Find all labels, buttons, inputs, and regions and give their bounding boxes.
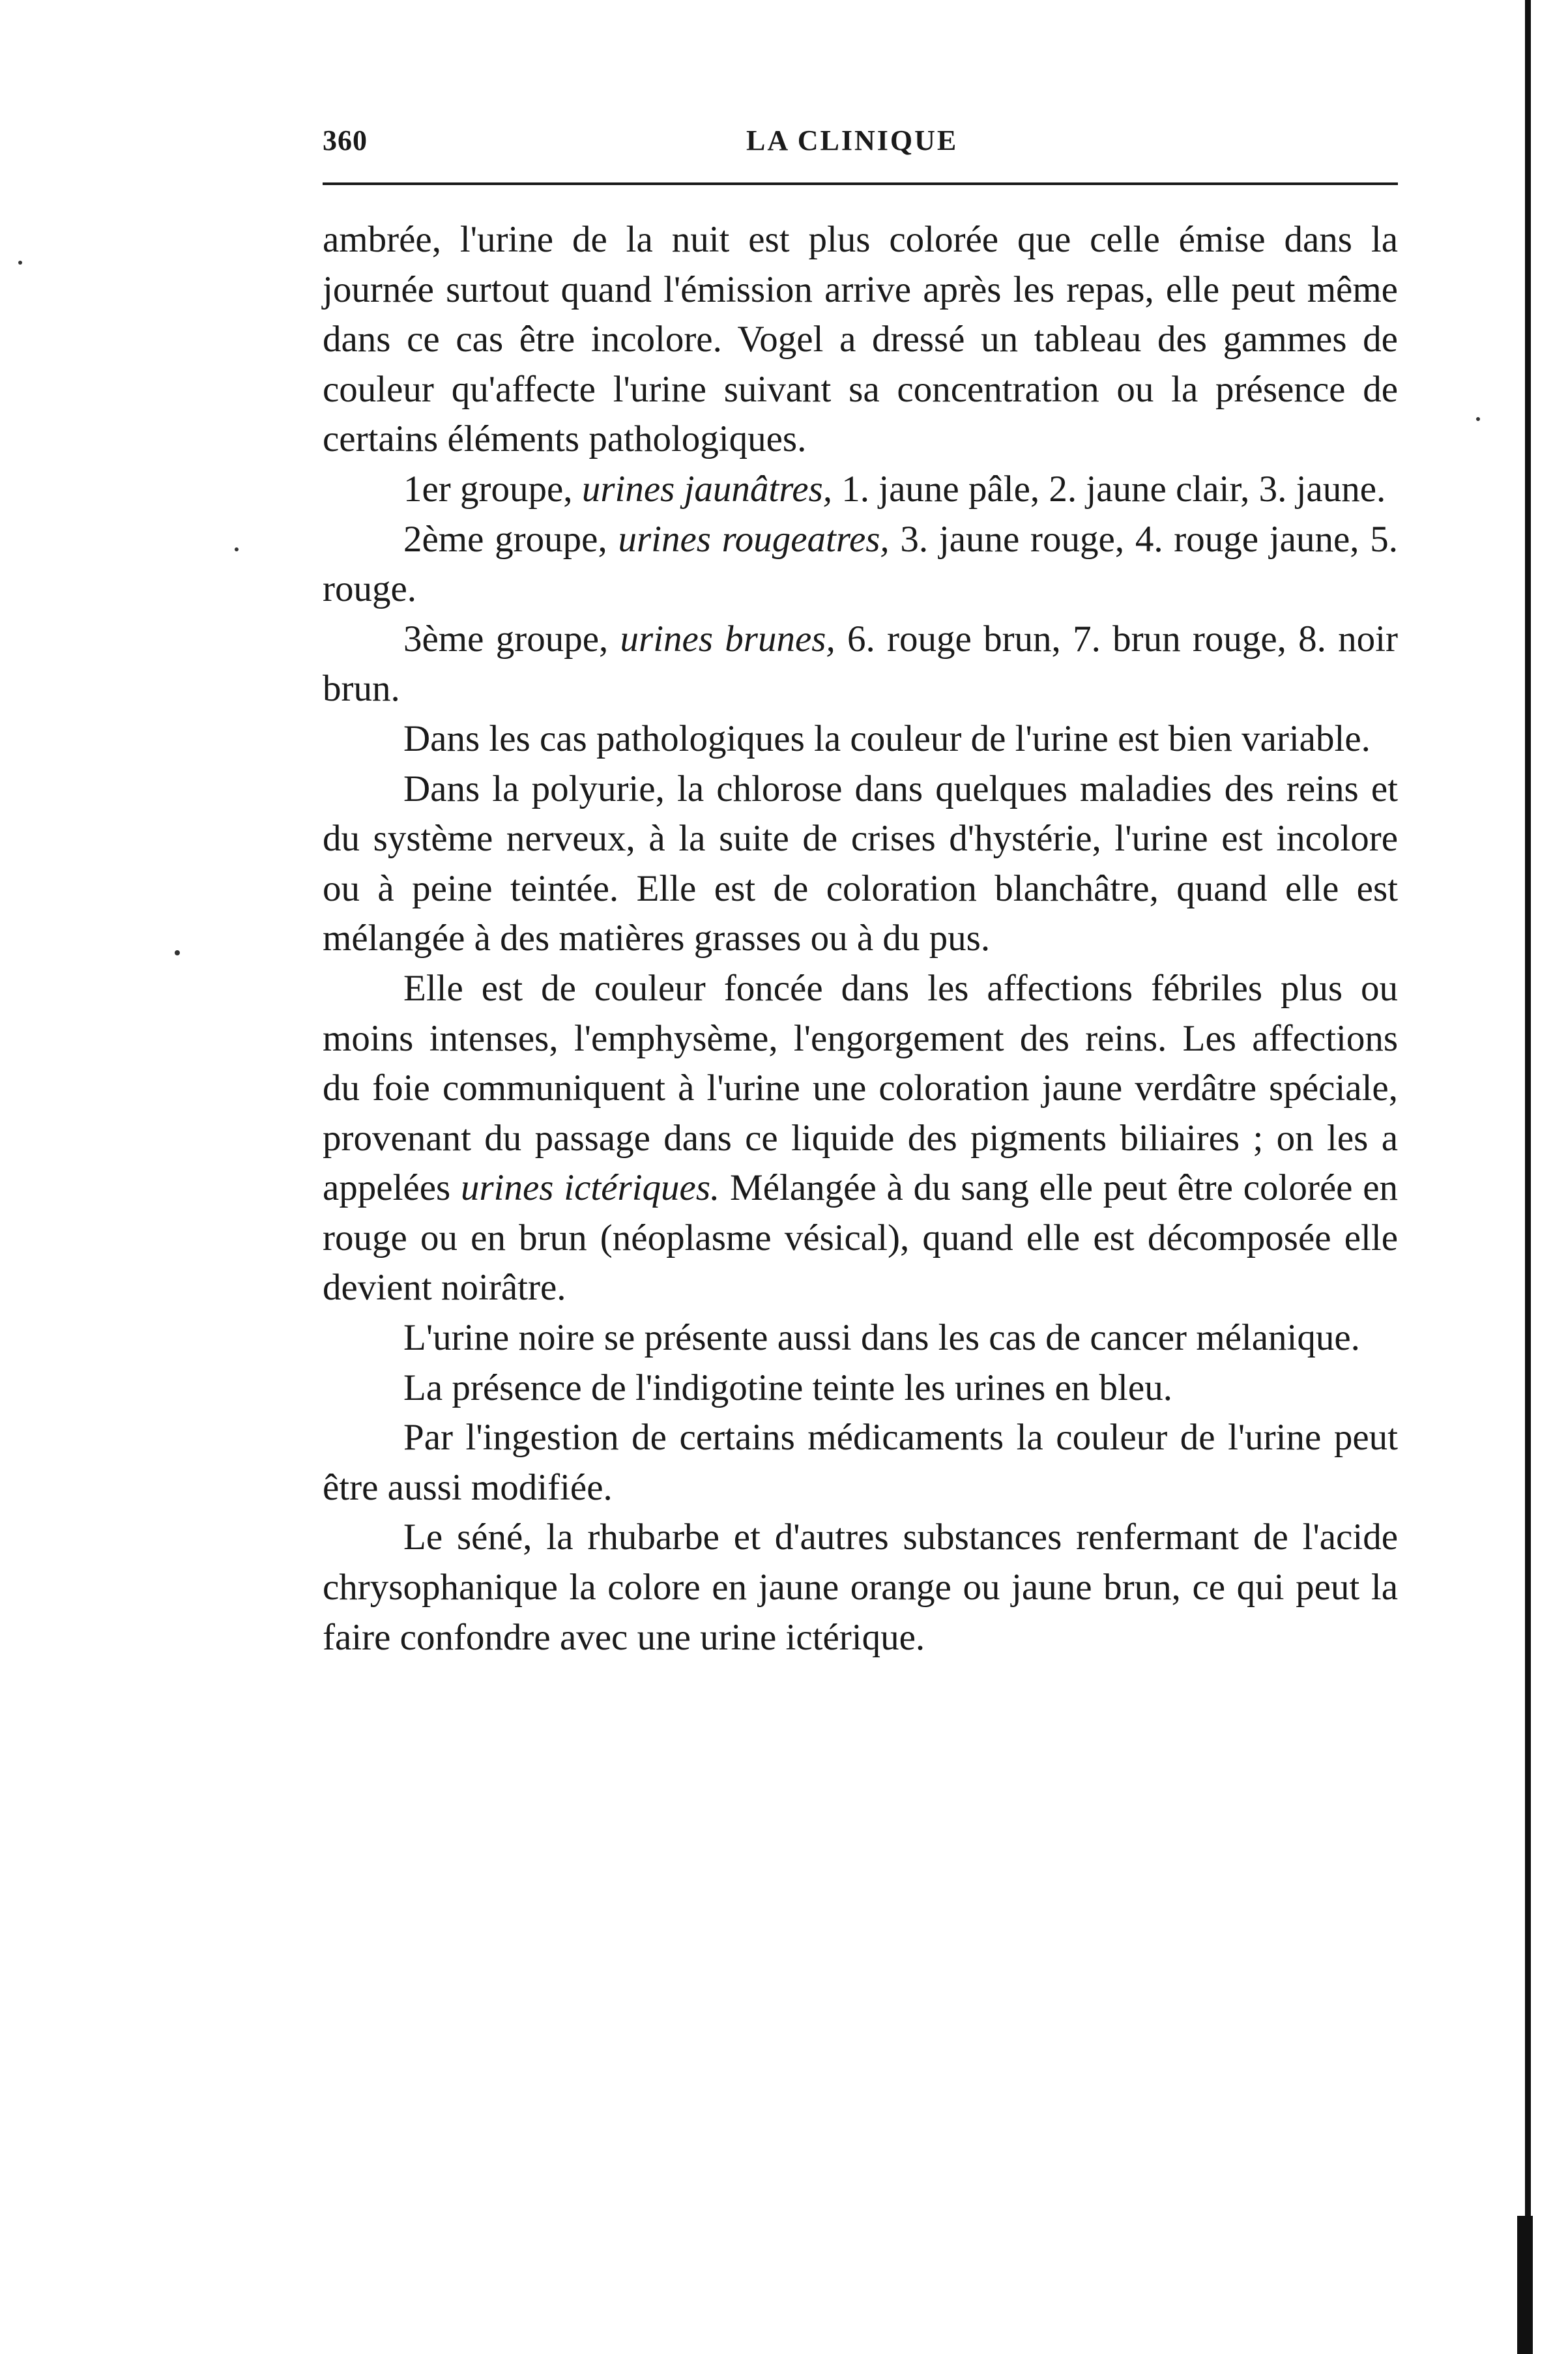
scan-speck: [175, 950, 180, 955]
paragraph: [323, 515, 1398, 615]
binding-edge-line: [1525, 0, 1531, 2216]
header-rule: [323, 182, 1398, 185]
body-text: [323, 215, 1398, 1663]
text-run: Dans la polyurie, la chlorose dans quelques maladies des reins et du système nerveux, à la suite de crises d'hystérie, l'urine est incolore ou à peine teintée. Elle est de coloration blanchâtre, quand elle est mélangée à des matières grasses ou à du pus.: [323, 768, 1398, 959]
paragraph: [323, 714, 1398, 764]
text-run: 3. jaune rouge, 4. rouge jaune, 5. rouge.: [323, 518, 1398, 610]
scan-speck: [235, 547, 239, 551]
text-run: 2ème groupe,: [403, 518, 618, 560]
paragraph: [323, 964, 1398, 1313]
italic-term: urines jaunâtres,: [581, 468, 833, 510]
text-run: L'urine noire se présente aussi dans les cas de cancer mélanique.: [403, 1317, 1360, 1359]
text-run: Par l'ingestion de certains médicaments la couleur de l'urine peut être aussi modifiée.: [323, 1417, 1398, 1508]
paragraph: [323, 465, 1398, 515]
paragraph: [323, 215, 1398, 465]
binding-edge-shadow: [1517, 2216, 1533, 2354]
page-number: 360: [323, 124, 368, 156]
paragraph: [323, 1363, 1398, 1414]
text-run: Le séné, la rhubarbe et d'autres substances renfermant de l'acide chrysophanique la colore en jaune orange ou jaune brun, ce qui peut la faire confondre avec une urine ictérique.: [323, 1517, 1398, 1658]
text-run: La présence de l'indigotine teinte les urines en bleu.: [403, 1367, 1172, 1408]
paragraph: [323, 615, 1398, 714]
paragraph: [323, 1413, 1398, 1513]
text-run: Mélangée à du sang elle peut être colorée en rouge ou en brun (néoplasme vésical), quand elle est décomposée elle devient noirâtre.: [323, 1167, 1398, 1309]
text-run: 1. jaune pâle, 2. jaune clair, 3. jaune.: [832, 468, 1386, 510]
scan-speck: [1476, 417, 1480, 421]
paragraph: [323, 764, 1398, 964]
paragraph: [323, 1513, 1398, 1663]
scan-speck: [18, 261, 22, 265]
italic-term: urines brunes,: [620, 618, 835, 660]
italic-term: urines ictériques.: [460, 1167, 720, 1209]
page-header: [323, 124, 1398, 169]
text-run: 3ème groupe,: [403, 618, 620, 660]
running-title: LA CLINIQUE: [746, 124, 959, 156]
italic-term: urines rougeatres,: [618, 518, 890, 560]
text-run: 1er groupe,: [403, 468, 582, 510]
text-run: Elle est de couleur foncée dans les affections fébriles plus ou moins intenses, l'emphysème, l'engorgement des reins. Les affections du foie communiquent à l'urine une coloration jaune verdâtre spéciale, provenant du passage dans ce liquide des pigments biliaires ; on les a appelées: [323, 967, 1398, 1209]
text-run: Dans les cas pathologiques la couleur de l'urine est bien variable.: [403, 718, 1371, 759]
text-run: ambrée, l'urine de la nuit est plus colorée que celle émise dans la journée surtout quand l'émission arrive après les repas, elle peut même dans ce cas être incolore. Vogel a dressé un tableau des gammes de couleur qu'affecte l'urine suivant sa concentration ou la présence de certains éléments pathologiques.: [323, 219, 1398, 460]
text-run: 6. rouge brun, 7. brun rouge, 8. noir brun.: [323, 618, 1399, 710]
paragraph: [323, 1313, 1398, 1363]
